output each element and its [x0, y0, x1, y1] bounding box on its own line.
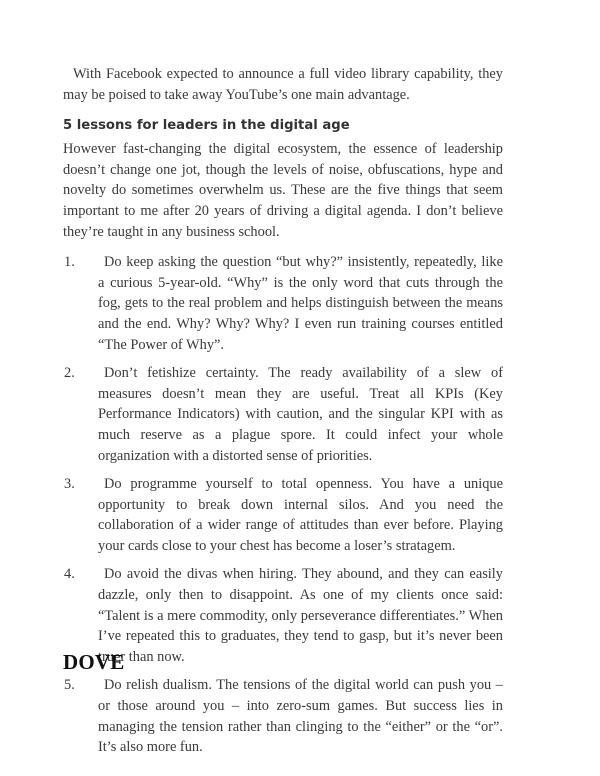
list-item-text: Do keep asking the question “but why?” insistently, repeatedly, like a curious 5-year-old. “Why” is the only word that cuts through the fog, gets to the real problem and helps distinguish between the means and the end. Why? Why? Why? I even run training courses entitled “The Power of Why”.	[98, 254, 503, 353]
list-item-text: Do relish dualism. The tensions of the digital world can push you – or those around you – into zero-sum games. But success lies in managing the tension rather than clinging to the “either” or the “or”. It’s also more fun.	[98, 677, 503, 756]
list-item-number: 2.	[64, 365, 75, 382]
list-item-number: 3.	[64, 476, 75, 493]
list-item	[63, 675, 503, 757]
list-item-number: 4.	[64, 566, 75, 583]
list-item-text: Do avoid the divas when hiring. They abound, and they can easily dazzle, only then to disappoint. As one of my clients once said: “Talent is a mere commodity, only perseverance differentiates.” When I’ve repeated this to graduates, they tend to gasp, but it’s never been truer than now.	[98, 566, 503, 665]
intro-paragraph: With Facebook expected to announce a full video library capability, they may be poised to take away YouTube’s one main advantage.	[63, 66, 503, 103]
lessons-list	[63, 252, 503, 758]
list-item-number: 1.	[64, 254, 75, 271]
list-item	[63, 474, 503, 556]
brand-logo-text: DOVE	[63, 650, 125, 674]
section-paragraph: However fast-changing the digital ecosystem, the essence of leadership doesn’t change one jot, though the levels of noise, obfuscations, hype and novelty do sometimes overwhelm us. These are the five things that seem important to me after 20 years of driving a digital agenda. I don’t believe they’re taught in any business school.	[63, 141, 503, 240]
list-item	[63, 564, 503, 667]
list-item-number: 5.	[64, 677, 75, 694]
list-item-text: Don’t fetishize certainty. The ready availability of a slew of measures doesn’t mean they are useful. Treat all KPIs (Key Performance Indicators) with caution, and the singular KPI with as much reserve as a plague spore. It could infect your whole organization with a distorted sense of priorities.	[98, 365, 503, 464]
list-item-text: Do programme yourself to total openness. You have a unique opportunity to break down internal silos. And you need the collaboration of a wider range of attitudes than ever before. Playing your cards close to your chest has become a loser’s stratagem.	[98, 476, 503, 554]
section-heading: 5 lessons for leaders in the digital age	[63, 118, 350, 134]
list-item	[63, 252, 503, 355]
document-page	[63, 64, 503, 766]
list-item	[63, 363, 503, 466]
